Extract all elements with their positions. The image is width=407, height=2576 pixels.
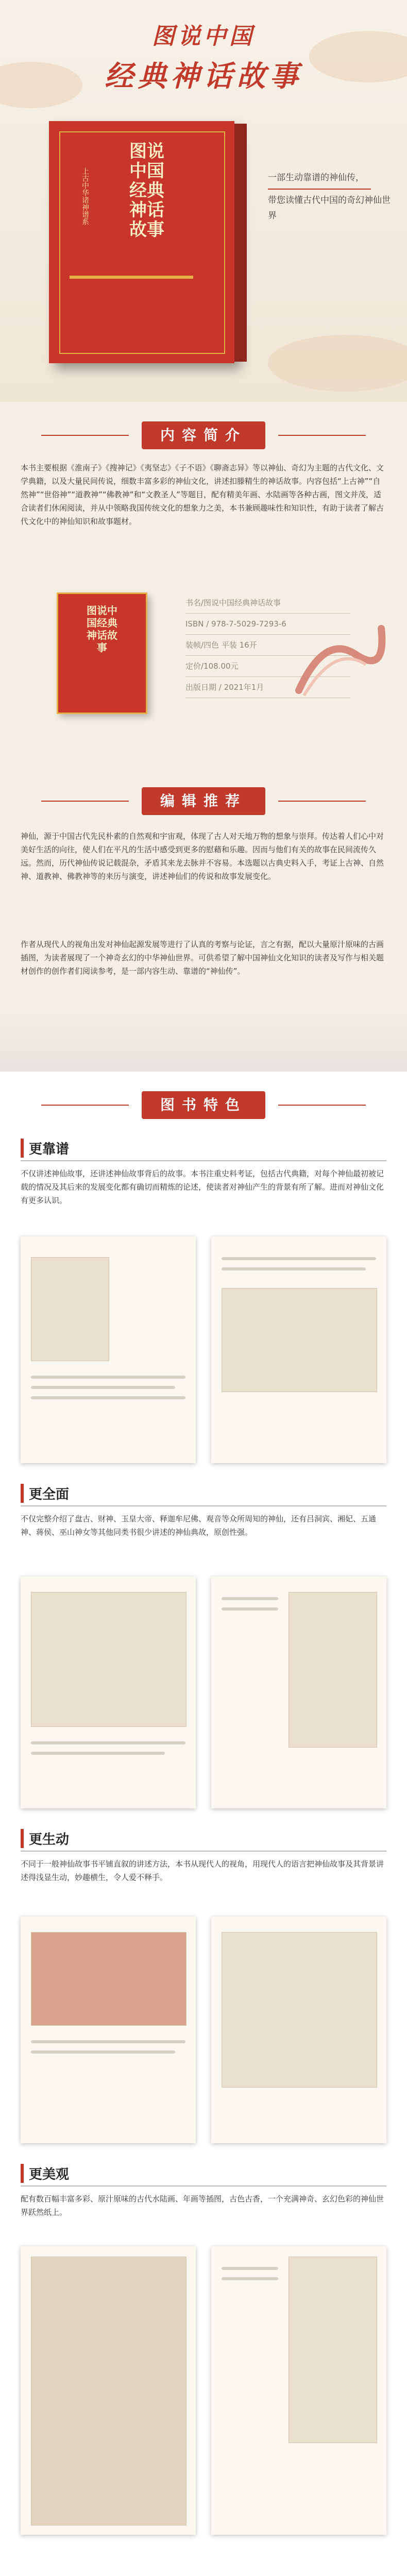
intro-book-title: 图说中国经典神话故事 <box>87 604 117 654</box>
page-illustration <box>31 1257 109 1361</box>
mountain-decoration <box>0 1005 407 1072</box>
intro-heading: 内容简介 <box>142 421 265 449</box>
info-isbn: ISBN / 978-7-5029-7293-6 <box>185 614 350 635</box>
hero-title-line1: 图说中国 <box>152 23 255 49</box>
intro-header <box>0 417 407 453</box>
feature-4-text: 配有数百幅丰富多彩、原汁原味的古代水陆画、年画等插图，古色古香，一个充满神奇、玄幻色彩的神仙世界跃然纸上。 <box>21 2194 384 2217</box>
hero-slogan <box>268 170 397 224</box>
intro-book-image <box>57 592 147 714</box>
text-line <box>222 2267 278 2270</box>
feature-2-text: 不仅完整介绍了盘古、财神、玉皇大帝、释迦牟尼佛、观音等众所周知的神仙，还有吕洞宾、湘妃、五通神、蒋侯、巫山神女等其他同类书很少讲述的神仙典故，原创性强。 <box>21 1514 377 1537</box>
text-line <box>222 2277 278 2280</box>
text-line <box>31 1386 175 1389</box>
info-date: 出版日期 / 2021年1月 <box>185 677 350 698</box>
page-illustration <box>31 1592 186 1727</box>
editor-heading: 编辑推荐 <box>142 787 265 815</box>
cloud-decoration <box>268 335 407 392</box>
feature-2-title: 更全面 <box>21 1484 69 1503</box>
header-line <box>278 801 366 802</box>
book-cover <box>49 121 234 363</box>
feature-2-page-right <box>211 1577 386 1808</box>
hero-title-line2: 经典神话故事 <box>105 59 302 93</box>
text-line <box>31 1376 185 1379</box>
page-illustration <box>31 2257 186 2526</box>
feature-4-title: 更美观 <box>21 2164 69 2183</box>
feature-1-text: 不仅讲述神仙故事，还讲述神仙故事背后的故事。本书注重史料考证，包括古代典籍，对每个神仙最初被记载的情况及其后来的发展变化都有确切而精炼的论述，使读者对神仙产生的背景有所了解。进而对神仙文化有更多认识。 <box>21 1169 384 1205</box>
text-line <box>31 2040 185 2043</box>
book-spine <box>234 124 247 362</box>
editor-header <box>0 783 407 819</box>
text-line <box>222 1607 278 1611</box>
hero-banner <box>0 0 407 402</box>
text-line <box>31 1741 185 1744</box>
feature-4-page-left <box>21 2246 196 2535</box>
page-illustration <box>289 2257 377 2443</box>
book-cover-band <box>70 276 193 279</box>
header-line <box>278 435 366 436</box>
text-line <box>222 1597 278 1600</box>
editor-text-1: 神仙，源于中国古代先民朴素的自然观和宇宙观，体现了古人对天地万物的想象与崇拜。传达着人们心中对美好生活的向往，使人们在平凡的生活中感受到更多的慰藉和乐趣。因而与他们有关的故事在民间流传久远。然而，历代神仙传说记载混杂，矛盾其来龙去脉并不容易。本选题以古典史料入手，考证上古神、自然神、道教神、佛教神等的来历与演变，讲述神仙们的传说和故事发展变化。 <box>21 832 384 881</box>
feature-1-title: 更靠谱 <box>21 1139 69 1158</box>
book-cover-title: 图说中国经典神话故事 <box>129 141 164 240</box>
feature-3-page-left <box>21 1917 196 2143</box>
feature-divider <box>21 1505 386 1506</box>
header-line <box>278 1105 366 1106</box>
feature-1-page-right <box>211 1236 386 1463</box>
info-binding: 装帧/四色 平装 16开 <box>185 635 350 656</box>
header-line <box>41 801 129 802</box>
editor-text-2: 作者从现代人的视角出发对神仙起源发展等进行了认真的考察与论证，言之有据，配以大量原汁原味的古画插图，为读者展现了一个神奇玄幻的中华神仙世界。可供希望了解中国神仙文化知识的读者及写作与相关题材创作的创作者们阅读参考，是一部内容生动、靠谱的“神仙传”。 <box>21 940 384 976</box>
text-line <box>222 1267 366 1270</box>
dragon-illustration <box>294 613 386 706</box>
page-illustration <box>222 1932 377 2088</box>
book-cover-subtitle: 上古中华诸神谱系 <box>81 167 89 225</box>
header-line <box>41 1105 129 1106</box>
text-line <box>31 1752 165 1755</box>
feature-4-page-right <box>211 2246 386 2535</box>
hero-slogan-line2: 带您读懂古代中国的奇幻神仙世界 <box>268 195 391 221</box>
features-header <box>0 1087 407 1123</box>
page-illustration <box>289 1592 377 1748</box>
hero-slogan-line1: 一部生动靠谱的神仙传， <box>268 173 364 183</box>
page-illustration <box>31 1932 186 2026</box>
feature-3-page-right <box>211 1917 386 2143</box>
feature-divider <box>21 1851 386 1852</box>
hero-title <box>0 18 407 95</box>
info-title: 书名/图说中国经典神话故事 <box>185 592 350 614</box>
info-price: 定价/108.00元 <box>185 656 350 677</box>
page-illustration <box>222 1288 377 1392</box>
feature-3-text: 不同于一般神仙故事书平铺直叙的讲述方法，本书从现代人的视角，用现代人的语言把神仙故事及其背景讲述得浅显生动，妙趣横生，令人爱不释手。 <box>21 1859 384 1882</box>
slogan-divider <box>268 189 371 190</box>
intro-text: 本书主要根据《淮南子》《搜神记》《夷坚志》《子不语》《聊斋志异》等以神仙、奇幻为主题的古代文化、文学典籍，以及大量民间传说，细数丰富多彩的神仙文化，讲述扣滕精生的神话故事。内容包括“上古神”“自然神”“世俗神”“道教神”“佛教神”和“文教圣人”等题目，配有精美年画、水陆画等各种古画，图文并茂，适合读者们休闲阅读，并从中领略我国传统文化的想象力之美，本书兼顾趣味性和知识性，有助于读者了解古代文化中的神仙知识和故事题材。 <box>21 463 384 526</box>
features-section <box>0 1072 407 2576</box>
feature-2-page-left <box>21 1577 196 1808</box>
features-heading: 图书特色 <box>142 1091 265 1119</box>
feature-divider <box>21 1160 386 1161</box>
text-line <box>31 1396 185 1399</box>
feature-3-title: 更生动 <box>21 1829 69 1848</box>
text-line <box>31 2050 175 2054</box>
header-line <box>41 435 129 436</box>
text-line <box>222 1257 376 1260</box>
feature-1-page-left <box>21 1236 196 1463</box>
feature-divider <box>21 2185 386 2187</box>
